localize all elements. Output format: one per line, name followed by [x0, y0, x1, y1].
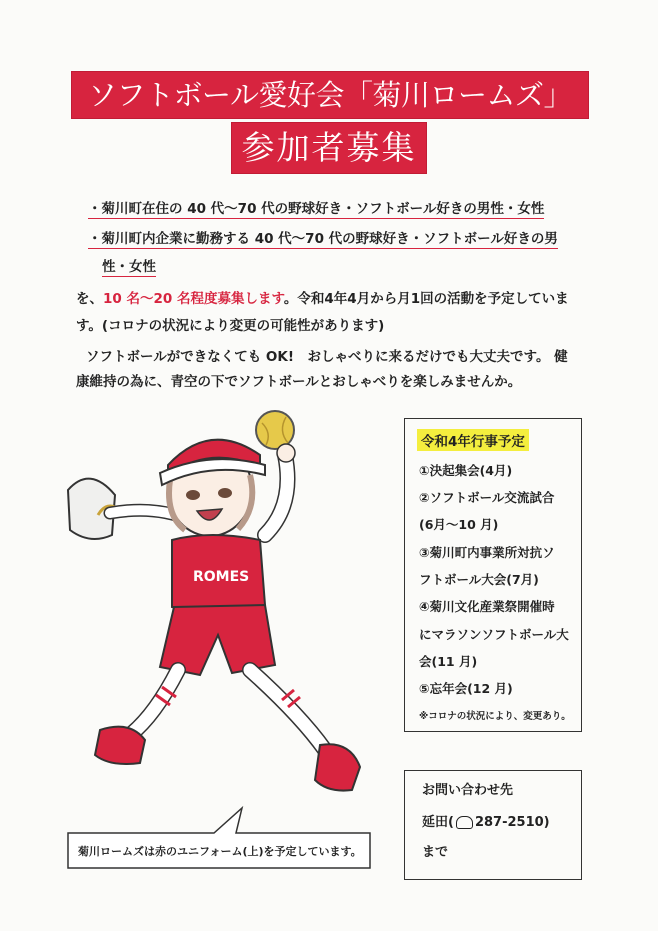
- schedule-line: にマラソンソフトボール大: [419, 627, 569, 642]
- schedule-line: ⑤忘年会(12 月): [419, 681, 513, 696]
- schedule-line: フトボール大会(7月): [419, 572, 539, 587]
- schedule-line: ③菊川町内事業所対抗ソ: [419, 545, 555, 560]
- shirt-text: ROMES: [193, 569, 250, 585]
- eligibility-item-2-cont: 性・女性: [102, 259, 156, 275]
- schedule-line: 会(11 月): [419, 654, 478, 669]
- schedule-line: ①決起集会(4月): [419, 463, 513, 478]
- event-schedule-box: [404, 418, 582, 732]
- schedule-line: ④菊川文化産業祭開催時: [419, 599, 555, 614]
- title-banner-line2: 参加者募集: [232, 123, 426, 173]
- softball-player-illustration: [60, 395, 400, 815]
- contact-box: [404, 770, 582, 880]
- uniform-caption: 菊川ロームズは赤のユニフォーム(上)を予定しています。: [78, 845, 362, 858]
- schedule-title: 令和4年行事予定: [417, 429, 529, 451]
- eligibility-item-2: ・菊川町内企業に勤務する 40 代〜70 代の野球好き・ソフトボール好きの男: [88, 231, 558, 247]
- contact-heading: お問い合わせ先: [422, 783, 514, 798]
- intro-line-4: 康維持の為に、青空の下でソフトボールとおしゃべりを楽しみませんか。: [76, 374, 522, 390]
- title-banner-line1: ソフトボール愛好会「菊川ロームズ」: [72, 72, 588, 118]
- speech-bubble: [64, 806, 374, 870]
- schedule-line: ②ソフトボール交流試合: [419, 490, 555, 505]
- intro-line-2: す。(コロナの状況により変更の可能性があります): [76, 318, 385, 334]
- contact-suffix: まで: [422, 845, 449, 860]
- telephone-icon: [456, 816, 473, 829]
- schedule-line: (6月〜10 月): [419, 517, 499, 532]
- schedule-note: ※コロナの状況により、変更あり。: [419, 711, 571, 722]
- recruit-count: 10 名〜20 名程度募集します: [103, 291, 284, 307]
- contact-phone: 延田( 287-2510): [422, 815, 550, 830]
- eligibility-item-1: ・菊川町在住の 40 代〜70 代の野球好き・ソフトボール好きの男性・女性: [88, 201, 545, 217]
- intro-line-1: を、10 名〜20 名程度募集します。令和4年4月から月1回の活動を予定していま: [76, 291, 569, 307]
- intro-line-3: ソフトボールができなくても OK! おしゃべりに来るだけでも大丈夫です。 健: [86, 349, 568, 365]
- softball-icon: [256, 411, 294, 449]
